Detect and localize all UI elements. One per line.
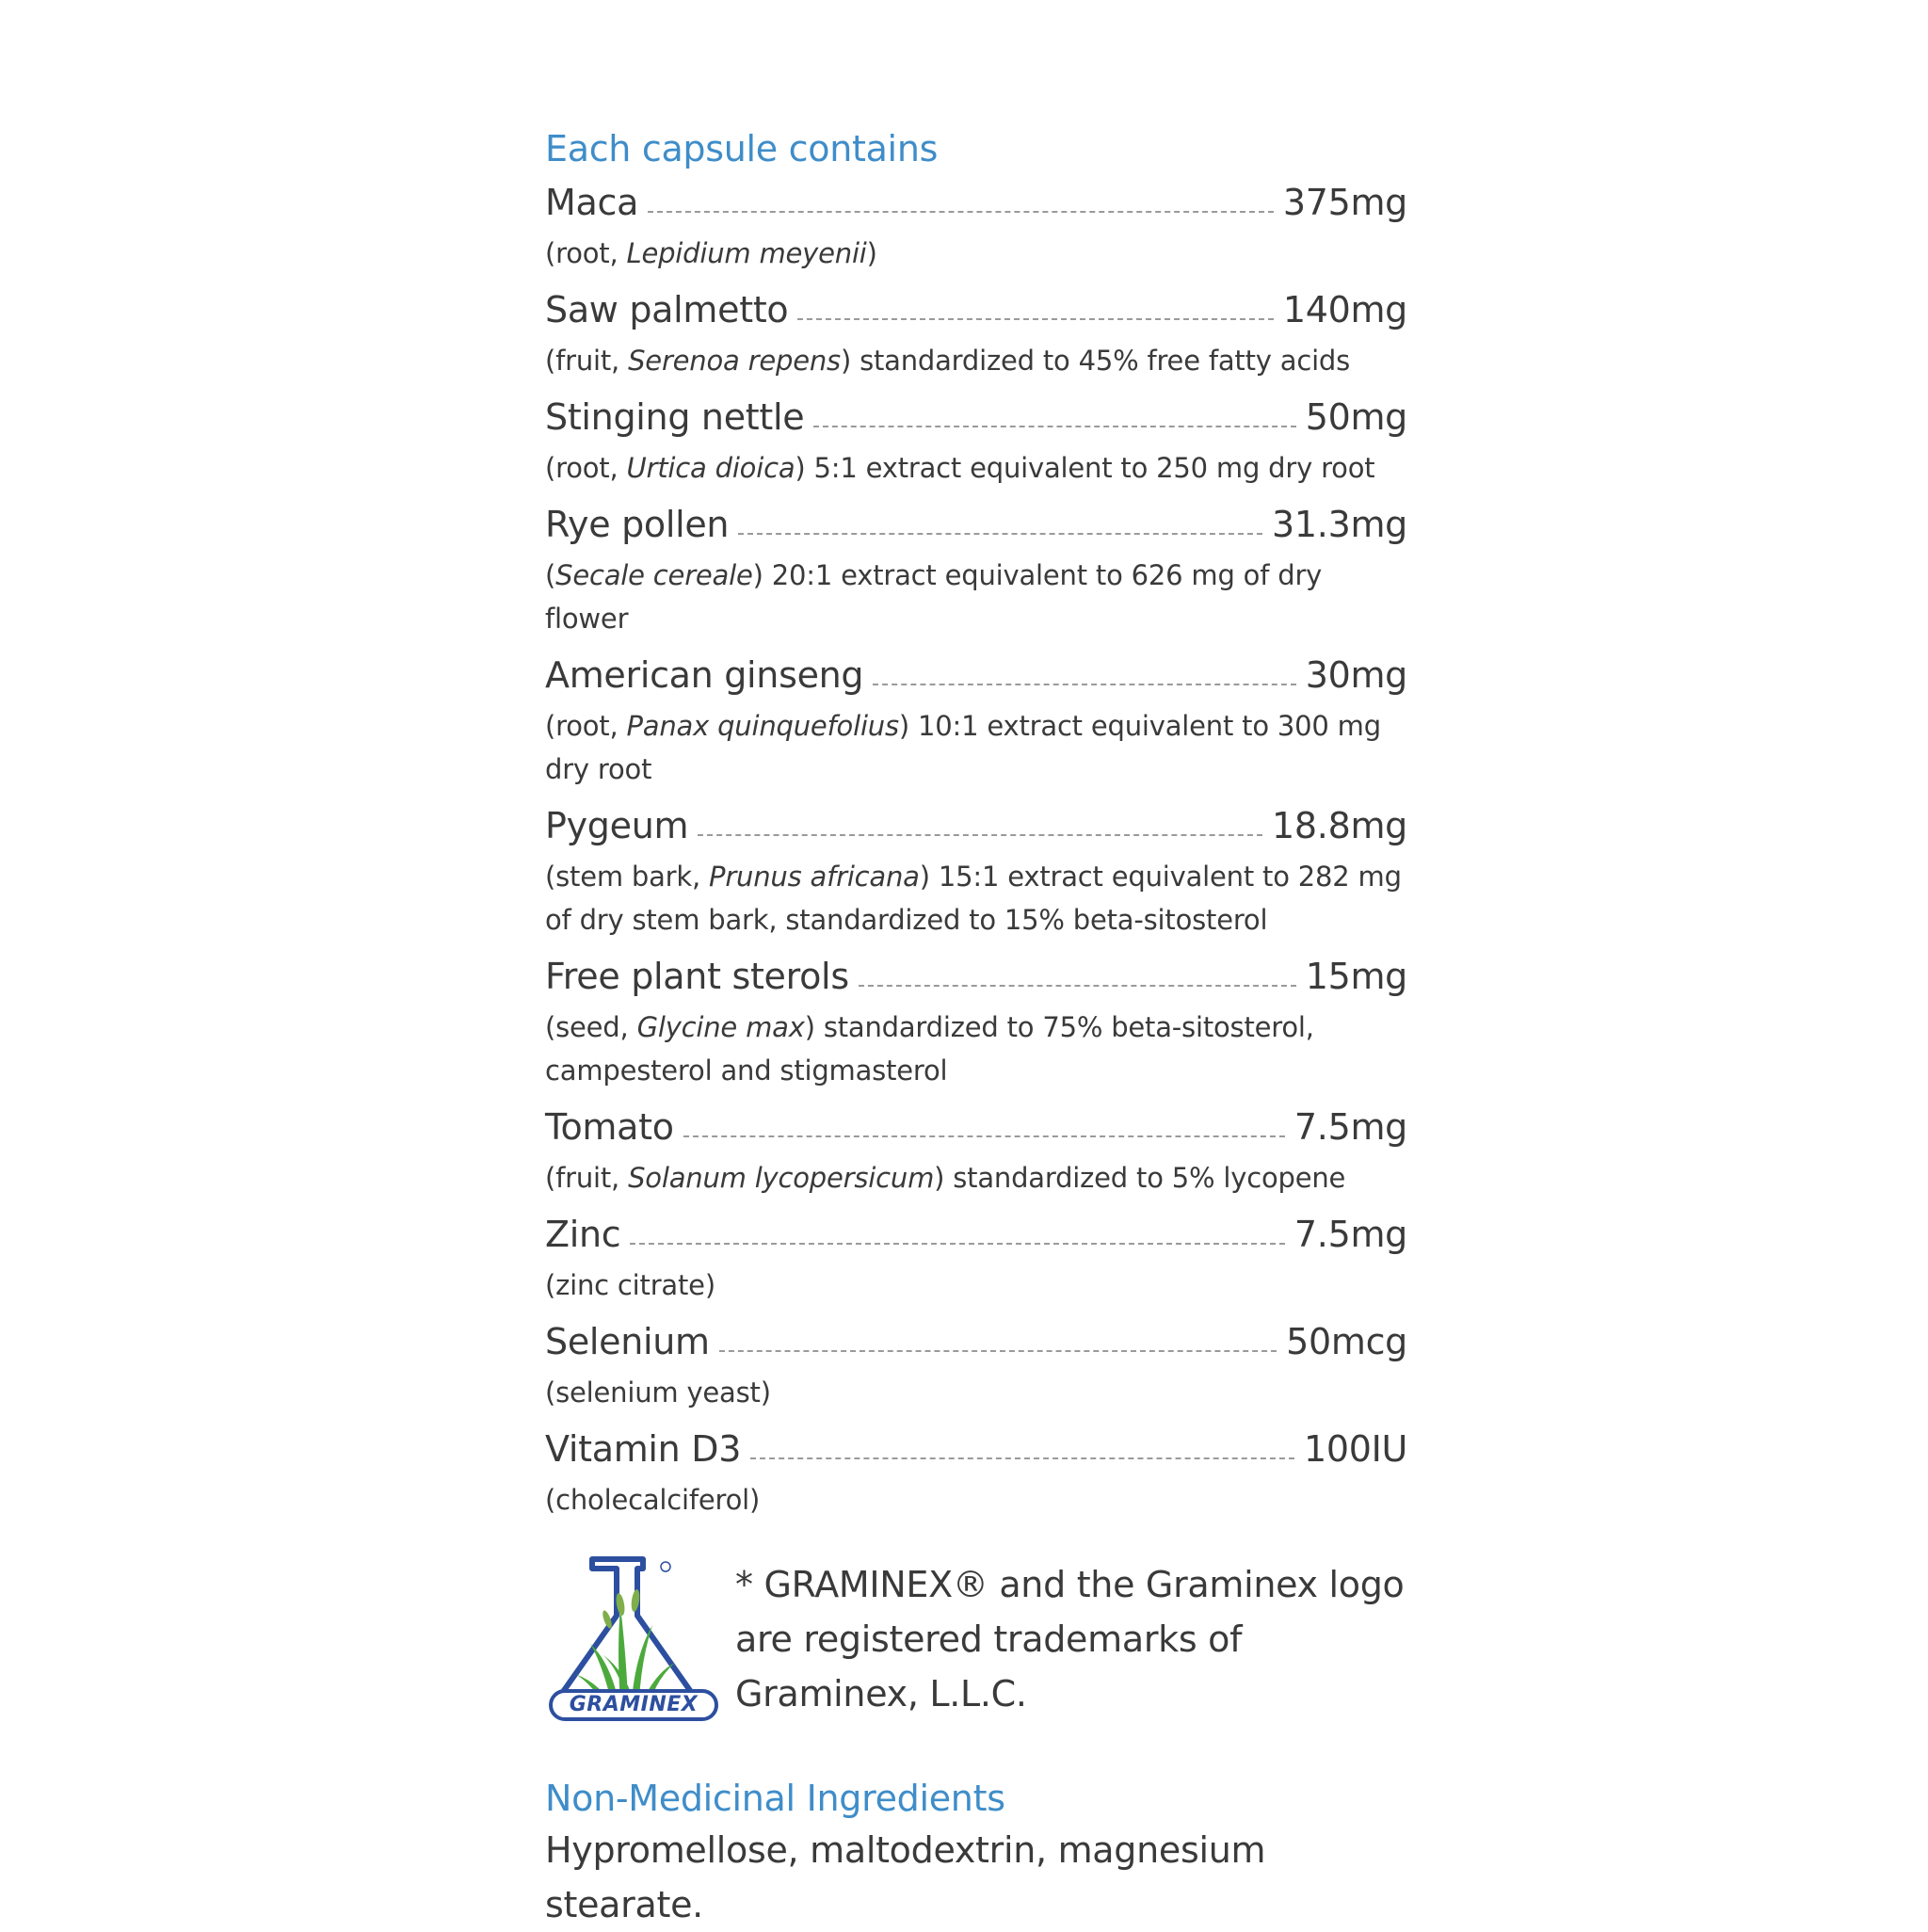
description-text: (root, — [545, 237, 627, 269]
ingredient-row — [545, 495, 1407, 554]
description-text: ) standardized to 75% beta-sitosterol, campesterol and stigmasterol — [545, 1011, 1314, 1087]
ingredient-name: Tomato — [545, 1106, 674, 1148]
ingredient-name: Free plant sterols — [545, 956, 849, 997]
ingredient-amount: 15mg — [1305, 956, 1407, 997]
ingredient-amount: 7.5mg — [1293, 1106, 1407, 1148]
ingredient-item — [545, 947, 1407, 1092]
ingredient-item — [545, 173, 1407, 275]
ingredient-item — [545, 646, 1407, 791]
ingredient-item — [545, 797, 1407, 942]
description-text: (root, — [545, 452, 627, 484]
ingredient-amount: 18.8mg — [1272, 805, 1407, 846]
trademark-text: * GRAMINEX® and the Graminex logo are registered trademarks of Graminex, L.L.C. — [735, 1564, 1405, 1715]
ingredient-name: Saw palmetto — [545, 289, 789, 330]
ingredient-item — [545, 1205, 1407, 1307]
ingredient-amount: 140mg — [1282, 289, 1407, 330]
latin-name: Panax quinquefolius — [626, 710, 899, 742]
dotted-leader — [750, 1457, 1294, 1459]
dotted-leader — [648, 211, 1274, 213]
ingredient-item — [545, 495, 1407, 640]
description-text: ) standardized to 45% free fatty acids — [840, 345, 1351, 377]
latin-name: Solanum lycopersicum — [628, 1162, 935, 1194]
description-text: (seed, — [545, 1011, 637, 1043]
ingredient-description — [545, 232, 1407, 275]
description-text: ) 20:1 extract equivalent to 626 mg of dry flower — [545, 559, 1323, 635]
ingredient-description — [545, 704, 1407, 791]
ingredient-row — [545, 173, 1407, 232]
description-text: (cholecalciferol) — [545, 1484, 761, 1516]
dotted-leader — [738, 533, 1262, 535]
dotted-leader — [813, 426, 1295, 427]
description-text: (fruit, — [545, 1162, 629, 1194]
description-text: (zinc citrate) — [545, 1269, 715, 1301]
ingredient-name: Maca — [545, 182, 639, 223]
ingredient-description — [545, 339, 1407, 382]
dotted-leader — [683, 1135, 1285, 1137]
dotted-leader — [797, 318, 1273, 320]
ingredient-row — [545, 1420, 1407, 1478]
ingredient-item — [545, 281, 1407, 382]
dotted-leader — [698, 834, 1262, 836]
ingredient-name: Vitamin D3 — [545, 1428, 742, 1470]
description-text: ) 5:1 extract equivalent to 250 mg dry root — [795, 452, 1375, 484]
ingredient-description — [545, 1006, 1407, 1092]
section-heading-each-capsule: Each capsule contains — [545, 128, 939, 169]
ingredient-item — [545, 1098, 1407, 1199]
ingredient-description — [545, 1156, 1407, 1199]
ingredient-description — [545, 1371, 1407, 1414]
ingredient-item — [545, 1420, 1407, 1521]
ingredient-amount: 50mg — [1305, 396, 1407, 438]
ingredient-name: Stinging nettle — [545, 396, 805, 438]
description-text: ) 15:1 extract equivalent to 282 mg of dry stem bark, standardized to 15% beta-sitosterol — [545, 861, 1402, 936]
ingredient-row — [545, 281, 1407, 339]
ingredient-item — [545, 1312, 1407, 1414]
ingredient-description — [545, 855, 1407, 942]
ingredient-row — [545, 947, 1407, 1006]
ingredient-list — [545, 173, 1407, 1521]
description-text: ) standardized to 5% lycopene — [934, 1162, 1346, 1194]
dotted-leader — [859, 985, 1296, 987]
section-heading-non-medicinal: Non-Medicinal Ingredients — [545, 1778, 1005, 1819]
ingredient-row — [545, 1312, 1407, 1371]
description-text: (selenium yeast) — [545, 1377, 771, 1409]
latin-name: Secale cereale — [555, 559, 753, 591]
ingredient-name: Selenium — [545, 1321, 710, 1362]
description-text: (stem bark, — [545, 861, 710, 893]
dotted-leader — [719, 1350, 1277, 1352]
ingredient-amount: 375mg — [1282, 182, 1407, 223]
ingredient-amount: 31.3mg — [1272, 504, 1407, 545]
ingredient-row — [545, 797, 1407, 855]
ingredient-description — [545, 1478, 1407, 1521]
description-text: ( — [545, 559, 556, 591]
description-text: ) — [866, 237, 877, 269]
graminex-logo-text: GRAMINEX — [569, 1693, 699, 1716]
description-text: (fruit, — [545, 345, 629, 377]
ingredient-amount: 30mg — [1305, 654, 1407, 696]
ingredient-row — [545, 1098, 1407, 1156]
ingredient-name: American ginseng — [545, 654, 864, 696]
latin-name: Urtica dioica — [626, 452, 795, 484]
ingredient-row — [545, 646, 1407, 704]
ingredient-description — [545, 554, 1407, 640]
ingredient-name: Rye pollen — [545, 504, 730, 545]
ingredient-row — [545, 388, 1407, 446]
ingredient-description — [545, 446, 1407, 490]
latin-name: Serenoa repens — [628, 345, 841, 377]
ingredient-amount: 100IU — [1303, 1428, 1407, 1470]
latin-name: Prunus africana — [709, 861, 920, 893]
non-medicinal-ingredients-text: Hypromellose, maltodextrin, magnesium stearate. — [545, 1829, 1266, 1925]
ingredient-amount: 7.5mg — [1293, 1214, 1407, 1255]
dotted-leader — [873, 684, 1295, 685]
ingredient-description — [545, 1264, 1407, 1307]
latin-name: Lepidium meyenii — [626, 237, 867, 269]
ingredient-item — [545, 388, 1407, 490]
dotted-leader — [630, 1243, 1285, 1245]
ingredient-name: Zinc — [545, 1214, 621, 1255]
ingredient-name: Pygeum — [545, 805, 689, 846]
description-text: (root, — [545, 710, 627, 742]
ingredients-panel — [545, 124, 1407, 1932]
ingredient-row — [545, 1205, 1407, 1264]
description-text: ) 10:1 extract equivalent to 300 mg dry root — [545, 710, 1381, 785]
ingredient-amount: 50mcg — [1286, 1321, 1407, 1362]
latin-name: Glycine max — [636, 1011, 805, 1043]
